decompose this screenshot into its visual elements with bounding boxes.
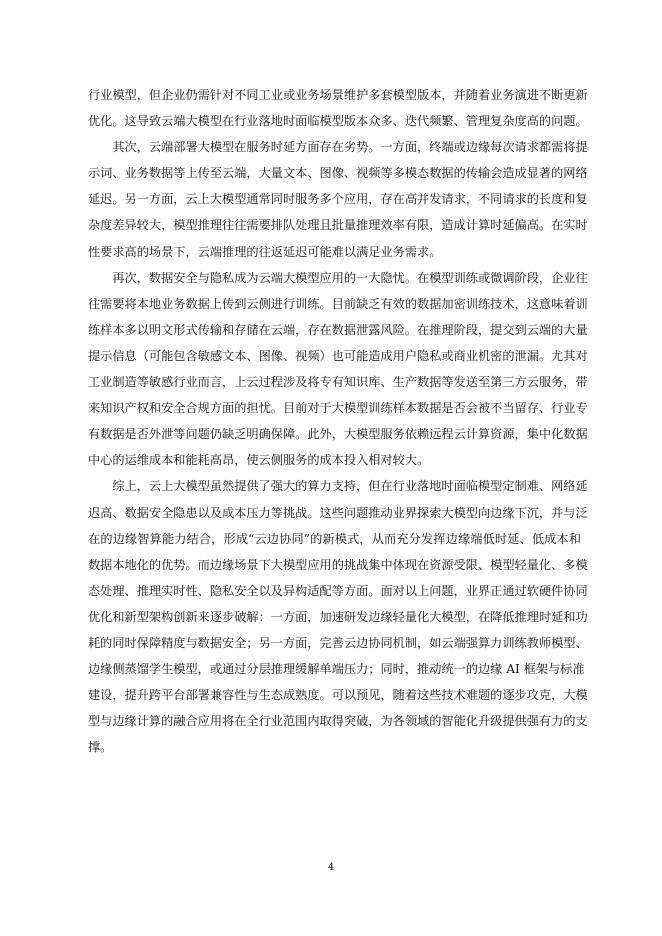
text-line: 有数据是否外泄等问题仍缺乏明确保障。此外，大模型服务依赖远程云计算资源，集中化数据	[88, 427, 588, 442]
text-line: 中心的运维成本和能耗高昂，使云侧服务的成本投入相对较大。	[88, 453, 430, 468]
text-line: 提示信息（可能包含敏感文本、图像、视频）也可能造成用户隐私或商业机密的泄漏。尤其对	[88, 348, 588, 363]
text-line: 型与边缘计算的融合应用将在全行业范围内取得突破，为各领域的智能化升级提供强有力的支	[88, 714, 588, 729]
text-line: 耗的同时保障精度与数据安全；另一方面，完善云边协同机制，如云端强算力训练教师模型、	[88, 635, 588, 650]
paragraph	[88, 134, 588, 264]
paragraph	[88, 473, 588, 760]
text-line: 优化和新型架构创新来逐步破解：一方面，加速研发边缘轻量化大模型，在降低推理时延和功	[88, 609, 588, 624]
text-line: 行业模型，但企业仍需针对不同工业或业务场景维护多套模型版本，并随着业务演进不断更新	[88, 88, 588, 102]
text-line: 综上，云上大模型虽然提供了强大的算力支持，但在行业落地时面临模型定制难、网络延	[88, 479, 588, 494]
text-line: 练样本多以明文形式传输和存储在云端，存在数据泄露风险。在推理阶段，提交到云端的大量	[88, 322, 588, 337]
text-line: 示词、业务数据等上传至云端，大量文本、图像、视频等多模态数据的传输会造成显著的网络	[88, 166, 588, 181]
text-line: 再次，数据安全与隐私成为云端大模型应用的一大隐忧。在模型训练或微调阶段，企业往	[88, 270, 588, 285]
text-line: 数据本地化的优势。而边缘场景下大模型应用的挑战集中体现在资源受限、模型轻量化、多模	[88, 557, 588, 572]
document-body	[88, 82, 588, 760]
text-line: 态处理、推理实时性、隐私安全以及异构适配等方面。面对以上问题，业界正通过软硬件协同	[88, 583, 588, 598]
text-line: 工业制造等敏感行业而言，上云过程涉及将专有知识库、生产数据等发送至第三方云服务，带	[88, 375, 588, 390]
text-line: 迟高、数据安全隐患以及成本压力等挑战。这些问题推动业界探索大模型向边缘下沉，并与泛	[88, 505, 588, 520]
paragraph	[88, 82, 588, 134]
text-line: 撑。	[88, 740, 113, 755]
text-line: 优化。这导致云端大模型在行业落地时面临模型版本众多、迭代频繁、管理复杂度高的问题。	[88, 114, 588, 129]
text-line: 杂度差异较大，模型推理往往需要排队处理且批量推理效率有限，造成计算时延偏高。在实时	[88, 218, 588, 233]
text-line: 其次，云端部署大模型在服务时延方面存在劣势。一方面，终端或边缘每次请求都需将提	[88, 140, 588, 155]
text-line: 来知识产权和安全合规方面的担忧。目前对于大模型训练样本数据是否会被不当留存、行业专	[88, 401, 588, 416]
paragraph	[88, 265, 588, 474]
text-line: 延迟。另一方面，云上大模型通常同时服务多个应用，存在高并发请求，不同请求的长度和复	[88, 192, 588, 207]
page-number: 4	[327, 862, 335, 873]
text-line: 性要求高的场景下，云端推理的往返延迟可能难以满足业务需求。	[88, 244, 442, 259]
text-line: 边缘侧蒸馏学生模型，或通过分层推理缓解单端压力；同时，推动统一的边缘 AI 框架与标准	[88, 662, 585, 677]
text-line: 往需要将本地业务数据上传到云侧进行训练。目前缺乏有效的数据加密训练技术，这意味着训	[88, 296, 588, 311]
text-line: 在的边缘智算能力结合，形成“云边协同”的新模式，从而充分发挥边缘端低时延、低成本和	[88, 531, 581, 546]
text-line: 建设，提升跨平台部署兼容性与生态成熟度。可以预见，随着这些技术难题的逐步攻克，大模	[88, 688, 588, 703]
